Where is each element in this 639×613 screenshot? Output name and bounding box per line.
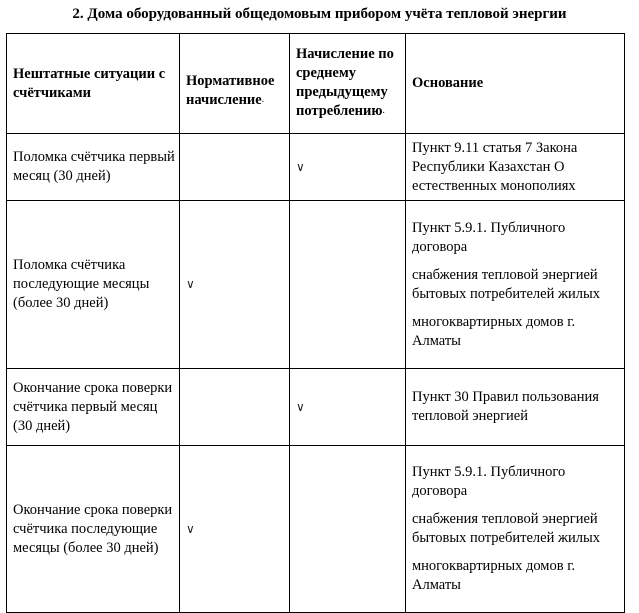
basis-cell: Пункт 9.11 статья 7 Закона Республики Казахстан О естественных монополиях — [406, 134, 625, 201]
header-basis: Основание — [406, 34, 625, 134]
section-title: 2. Дома оборудованный общедомовым прибором учёта тепловой энергии — [72, 6, 567, 22]
average-cell: ∨ — [290, 134, 406, 201]
situation-cell: Поломка счётчика последующие месяцы (более 30 дней) — [7, 201, 180, 369]
header-average: Начисление по среднему предыдущему потреблению· — [290, 34, 406, 134]
table-row — [7, 369, 625, 446]
basis-cell: Пункт 5.9.1. Публичного договора снабжения тепловой энергией бытовых потребителей жилых многоквартирных домов г. Алматы — [406, 201, 625, 369]
header-situation: Нештатные ситуации с счётчиками — [7, 34, 180, 134]
average-cell — [290, 201, 406, 369]
normative-cell — [180, 369, 290, 446]
normative-cell — [180, 134, 290, 201]
normative-cell: ∨ — [180, 446, 290, 613]
situation-cell: Поломка счётчика первый месяц (30 дней) — [7, 134, 180, 201]
header-normative: Нормативное начисление· — [180, 34, 290, 134]
normative-cell: ∨ — [180, 201, 290, 369]
situation-cell: Окончание срока поверки счётчика последующие месяцы (более 30 дней) — [7, 446, 180, 613]
average-cell: ∨ — [290, 369, 406, 446]
table-row — [7, 201, 625, 369]
average-cell — [290, 446, 406, 613]
table-row — [7, 446, 625, 613]
basis-cell: Пункт 30 Правил пользования тепловой энергией — [406, 369, 625, 446]
meter-situations-table — [6, 33, 625, 613]
table-header-row — [7, 34, 625, 134]
basis-cell: Пункт 5.9.1. Публичного договора снабжения тепловой энергией бытовых потребителей жилых многоквартирных домов г. Алматы — [406, 446, 625, 613]
table-row — [7, 134, 625, 201]
situation-cell: Окончание срока поверки счётчика первый месяц (30 дней) — [7, 369, 180, 446]
